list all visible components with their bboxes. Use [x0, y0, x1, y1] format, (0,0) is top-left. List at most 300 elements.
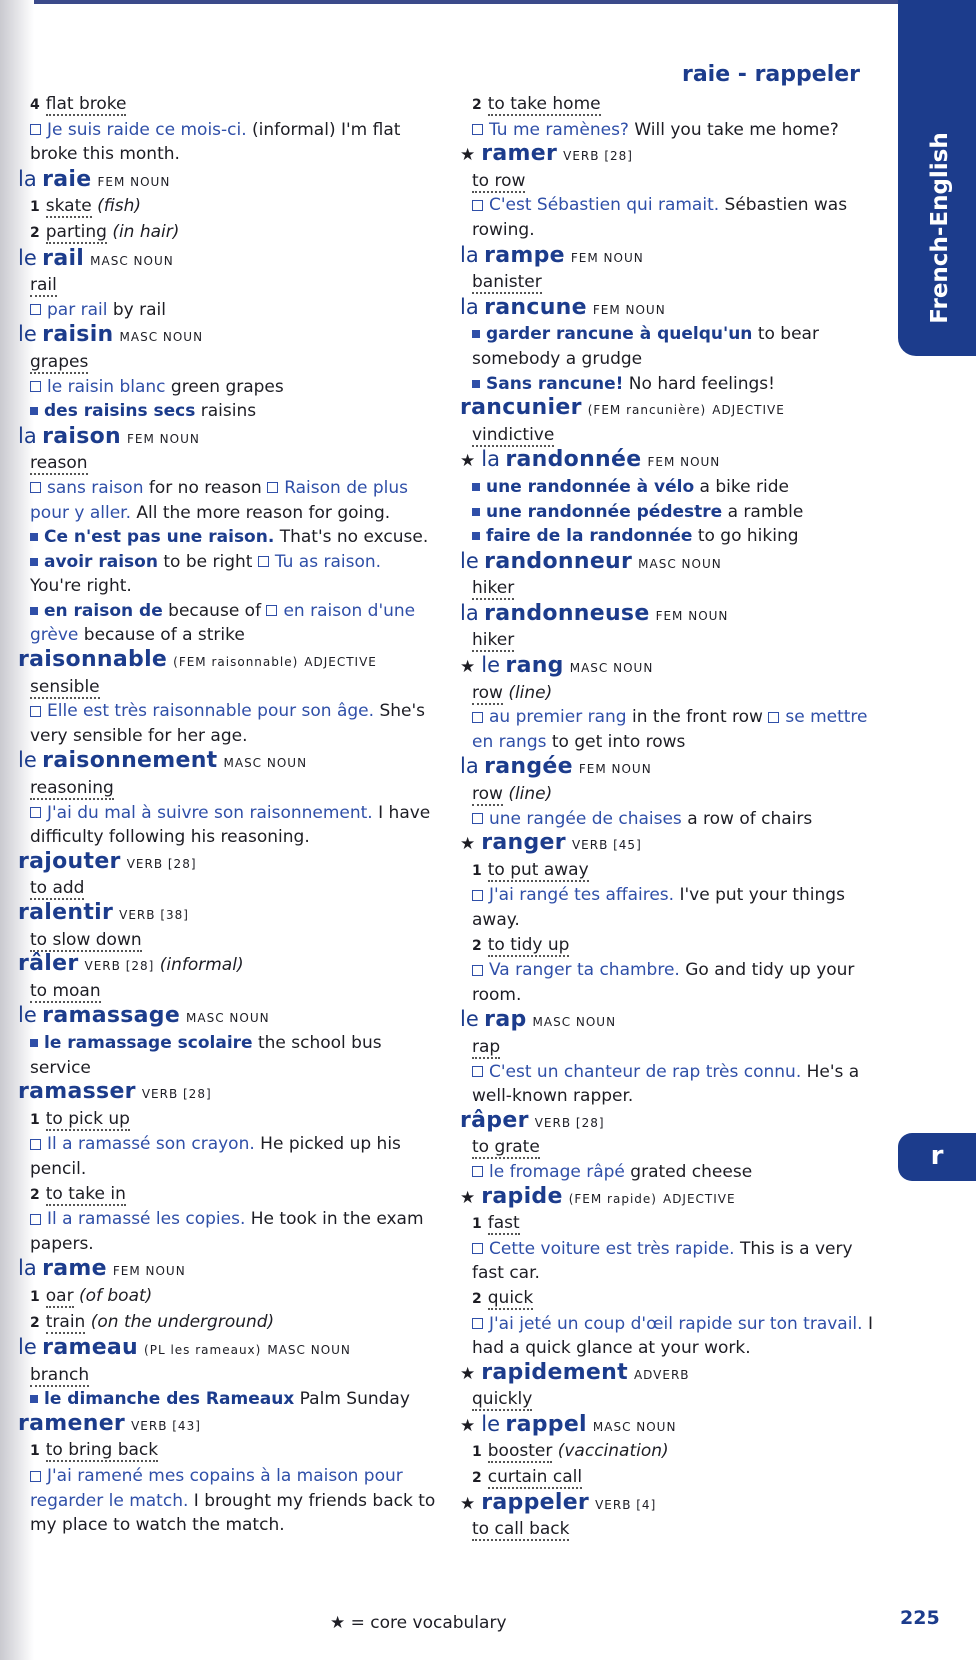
french-phrase: faire de la randonnée: [486, 526, 693, 547]
sense-number: 1: [472, 1444, 482, 1461]
dictionary-entry: [460, 447, 878, 548]
part-of-speech: VERB [28]: [141, 1087, 212, 1102]
headword-line: [18, 167, 436, 195]
translation-line: [460, 1211, 878, 1237]
translation-line: [18, 92, 436, 118]
translation: vindictive: [472, 424, 555, 445]
example-box-icon: [472, 712, 483, 723]
example-box-icon: [472, 1243, 483, 1254]
headword: râler: [18, 951, 79, 977]
usage-note: (vaccination): [557, 1441, 669, 1462]
headword: rameau: [42, 1335, 139, 1361]
sense-number: 2: [30, 1186, 40, 1203]
example-line: [460, 958, 878, 1007]
dictionary-entry: [460, 92, 878, 142]
example-line: [18, 476, 436, 525]
example-line: [460, 193, 878, 242]
article: la: [460, 600, 479, 625]
translation-line: [460, 782, 878, 807]
headword: ramener: [18, 1410, 126, 1436]
example-box-icon: [472, 124, 483, 135]
translation: row: [472, 682, 503, 703]
french-example: le raisin blanc: [47, 376, 166, 397]
example-line: [460, 1160, 878, 1185]
french-example: Elle est très raisonnable pour son âge.: [47, 701, 375, 722]
part-of-speech: VERB [4]: [595, 1497, 657, 1512]
french-phrase: des raisins secs: [44, 401, 196, 422]
example-box-icon: [472, 200, 483, 211]
example-box-icon: [30, 381, 41, 392]
example-box-icon: [267, 482, 278, 493]
translation-line: [18, 1182, 436, 1208]
headword-line: [18, 424, 436, 452]
english-translation: I had a quick glance at your work.: [472, 1313, 873, 1359]
english-translation: That's no excuse.: [274, 527, 429, 548]
headword: rap: [484, 1007, 527, 1033]
dictionary-entry: [460, 601, 878, 653]
english-translation: Sébastien was rowing.: [472, 195, 848, 240]
left-column: [18, 92, 436, 1538]
headword-line: [18, 850, 436, 877]
headword: ramer: [481, 141, 558, 167]
example-box-icon: [258, 556, 269, 567]
phrase-line: [460, 524, 878, 549]
right-column: [460, 92, 878, 1542]
translation: to grate: [472, 1137, 540, 1158]
french-phrase: en raison de: [44, 600, 163, 621]
english-translation: Palm Sunday: [294, 1389, 410, 1410]
dictionary-entry: [18, 952, 436, 1003]
headword: râper: [460, 1107, 529, 1133]
example-box-icon: [472, 813, 483, 824]
dictionary-entry: [18, 1256, 436, 1335]
example-box-icon: [30, 1471, 41, 1482]
article: le: [18, 245, 37, 270]
core-vocab-star-icon: ★: [460, 451, 476, 472]
headword-line: [460, 653, 878, 681]
translation-line: [460, 1286, 878, 1312]
part-of-speech: VERB [28]: [84, 959, 155, 974]
part-of-speech: VERB [28]: [534, 1115, 605, 1130]
example-box-icon: [30, 482, 41, 493]
translation: hiker: [472, 578, 515, 599]
english-translation: He took in the exam papers.: [30, 1209, 424, 1254]
example-box-icon: [30, 304, 41, 315]
headword: ralentir: [18, 900, 114, 925]
headword: ramasser: [18, 1079, 136, 1105]
part-of-speech: MASC NOUN: [532, 1015, 617, 1030]
dictionary-entry: [18, 648, 436, 748]
french-phrase: une randonnée à vélo: [486, 476, 695, 497]
article: la: [460, 754, 479, 779]
english-translation: for no reason: [143, 477, 268, 498]
headword: raisin: [42, 322, 114, 348]
french-phrase: le dimanche des Rameaux: [44, 1389, 295, 1410]
example-line: [18, 1464, 436, 1538]
headword-line: [18, 901, 436, 928]
headword: rampe: [484, 242, 565, 268]
dictionary-entry: [460, 1412, 878, 1491]
translation-line: [460, 576, 878, 601]
translation: rail: [30, 275, 57, 296]
dictionary-entry: [460, 549, 878, 601]
phrase-line: [460, 372, 878, 397]
french-example: en raison d'une grève: [30, 600, 416, 646]
phrase-square-icon: [30, 607, 38, 615]
headword-line: [18, 246, 436, 274]
core-vocab-star-icon: ★: [460, 1415, 476, 1436]
part-of-speech: VERB [43]: [131, 1418, 201, 1433]
english-translation: I brought my friends back to my place to watch the match.: [30, 1490, 436, 1536]
dictionary-entry: [460, 1491, 878, 1542]
translation-line: [18, 928, 436, 953]
core-vocab-star-icon: ★: [460, 1493, 476, 1514]
sense-number: 2: [472, 1290, 482, 1307]
headword: randonnée: [505, 447, 642, 473]
headword: rangée: [484, 754, 573, 780]
headword-line: [18, 322, 436, 350]
headword-line: [460, 142, 878, 169]
phrase-square-icon: [30, 558, 38, 566]
example-box-icon: [472, 1318, 483, 1329]
example-box-icon: [30, 124, 41, 135]
english-translation: (informal) I'm flat broke this month.: [30, 119, 401, 165]
translation: reasoning: [30, 778, 114, 799]
example-line: [18, 801, 436, 850]
translation-line: [460, 1465, 878, 1491]
french-phrase: une randonnée pédestre: [486, 501, 723, 522]
sense-number: 2: [472, 937, 482, 954]
phrase-line: [460, 322, 878, 371]
french-example: Cette voiture est très rapide.: [489, 1238, 735, 1259]
english-translation: a bike ride: [694, 476, 789, 497]
headword-line: [18, 1412, 436, 1439]
dictionary-entry: [460, 1109, 878, 1185]
article: le: [18, 748, 37, 773]
translation-line: [18, 194, 436, 220]
phrase-line: [18, 1387, 436, 1412]
french-phrase: avoir raison: [44, 551, 158, 572]
headword-line: [460, 601, 878, 629]
headword-line: [18, 1003, 436, 1031]
sense-number: 1: [30, 1111, 40, 1128]
dictionary-entry: [18, 167, 436, 246]
example-line: [460, 1060, 878, 1109]
part-of-speech: FEM NOUN: [592, 302, 666, 317]
headword: rappeler: [481, 1489, 590, 1515]
core-vocab-star-icon: ★: [460, 145, 476, 166]
translation: quick: [487, 1287, 534, 1308]
translation-line: [18, 1310, 436, 1336]
page-number: 225: [900, 1607, 940, 1629]
french-example: J'ai ramené mes copains à la maison pour regarder le match.: [30, 1466, 403, 1511]
article: la: [460, 294, 479, 319]
example-line: [460, 1312, 878, 1361]
translation: hiker: [472, 630, 515, 651]
headword-line: [460, 1109, 878, 1136]
english-translation: the school bus service: [30, 1032, 382, 1078]
phrase-line: [18, 599, 436, 648]
headword-line: [460, 243, 878, 271]
phrase-line: [18, 399, 436, 424]
dictionary-entry: [18, 901, 436, 952]
phrase-square-icon: [472, 508, 480, 516]
translation: banister: [472, 272, 542, 293]
headword: rancune: [484, 294, 587, 320]
part-of-speech: MASC NOUN: [267, 1343, 351, 1358]
dictionary-entry: [460, 754, 878, 831]
translation: grapes: [30, 351, 89, 372]
article: le: [18, 1003, 37, 1028]
translation: curtain call: [487, 1467, 583, 1488]
french-phrase: Ce n'est pas une raison.: [44, 527, 275, 548]
english-translation: She's very sensible for her age.: [30, 701, 426, 746]
english-translation: to be right: [157, 551, 258, 572]
headword-line: [460, 1185, 878, 1212]
part-of-speech: FEM NOUN: [127, 431, 200, 446]
english-translation: a row of chairs: [681, 808, 813, 829]
part-of-speech: ADJECTIVE: [712, 403, 785, 418]
part-of-speech: MASC NOUN: [119, 330, 204, 345]
headword-line: [18, 1080, 436, 1107]
usage-note: (on the underground): [90, 1311, 275, 1332]
example-box-icon: [472, 890, 483, 901]
english-translation: No hard feelings!: [623, 373, 775, 394]
part-of-speech: FEM NOUN: [647, 455, 721, 470]
translation-line: [18, 979, 436, 1004]
part-of-speech: MASC NOUN: [569, 661, 654, 676]
headword: rancunier: [460, 395, 582, 421]
dictionary-entry: [18, 1335, 436, 1412]
headword-line: [18, 648, 436, 675]
translation-line: [460, 423, 878, 448]
example-box-icon: [30, 706, 41, 717]
translation: sensible: [30, 676, 100, 697]
sense-number: 1: [30, 1288, 40, 1305]
plural-form: (PL les rameaux): [144, 1343, 262, 1358]
french-example: au premier rang: [489, 707, 627, 728]
translation-line: [460, 169, 878, 194]
headword: rajouter: [18, 848, 121, 874]
translation-line: [18, 273, 436, 298]
headword: ramassage: [42, 1003, 181, 1029]
english-translation: a ramble: [722, 501, 804, 522]
dictionary-entry: [460, 1185, 878, 1361]
part-of-speech: VERB [28]: [126, 856, 197, 871]
headword-line: [460, 1491, 878, 1518]
headword: rapide: [481, 1183, 563, 1209]
headword: rame: [42, 1256, 107, 1282]
page-header: raie - rappeler: [681, 62, 860, 87]
sense-number: 2: [30, 224, 40, 241]
french-example: Il a ramassé son crayon.: [47, 1134, 255, 1155]
usage-note: (line): [508, 784, 553, 805]
dictionary-entry: [460, 831, 878, 1007]
part-of-speech: ADVERB: [633, 1367, 690, 1382]
translation-line: [460, 270, 878, 295]
thumb-index-label: French-English: [927, 132, 953, 324]
dictionary-entry: [18, 92, 436, 167]
translation: to put away: [487, 859, 589, 880]
translation: booster: [487, 1441, 553, 1462]
headword-line: [18, 748, 436, 776]
sense-number: 2: [30, 1314, 40, 1331]
french-example: une rangée de chaises: [489, 808, 682, 829]
part-of-speech: FEM NOUN: [97, 174, 171, 189]
english-translation: grated cheese: [624, 1161, 753, 1182]
article: la: [18, 1256, 37, 1281]
headword-line: [18, 1335, 436, 1363]
dictionary-entry: [18, 850, 436, 901]
phrase-square-icon: [30, 1039, 38, 1047]
feminine-form: (FEM rancunière): [587, 403, 707, 418]
part-of-speech: ADJECTIVE: [662, 1191, 736, 1206]
english-translation: to get into rows: [546, 731, 686, 752]
core-vocab-star-icon: ★: [460, 1187, 476, 1208]
english-translation: raisins: [195, 401, 257, 422]
translation: to pick up: [45, 1108, 130, 1129]
part-of-speech: FEM NOUN: [655, 608, 729, 623]
french-example: Il a ramassé les copies.: [47, 1209, 246, 1230]
example-box-icon: [30, 1214, 41, 1225]
english-translation: Will you take me home?: [628, 119, 839, 140]
top-edge-bar: [0, 0, 976, 4]
translation-line: [18, 876, 436, 901]
french-example: sans raison: [47, 477, 144, 498]
translation-line: [460, 1135, 878, 1160]
french-phrase: garder rancune à quelqu'un: [486, 324, 753, 345]
part-of-speech: MASC NOUN: [223, 756, 308, 771]
translation: to take in: [45, 1183, 126, 1204]
translation: rap: [472, 1036, 501, 1057]
translation: to call back: [472, 1519, 570, 1540]
french-example: J'ai du mal à suivre son raisonnement.: [47, 802, 373, 823]
translation: fast: [487, 1213, 520, 1234]
phrase-square-icon: [472, 532, 480, 540]
sense-number: 1: [30, 1443, 40, 1460]
english-translation: He picked up his pencil.: [30, 1134, 401, 1179]
headword: rappel: [505, 1411, 587, 1437]
headword: raisonnable: [18, 647, 168, 673]
part-of-speech: MASC NOUN: [90, 253, 174, 268]
core-vocab-star-icon: ★: [460, 1363, 476, 1384]
headword: randonneuse: [484, 600, 650, 626]
letter-index-tab: r: [898, 1133, 976, 1181]
example-box-icon: [472, 1066, 483, 1077]
french-example: Raison de plus pour y aller.: [30, 477, 409, 523]
translation: to bring back: [45, 1440, 159, 1461]
example-box-icon: [472, 1166, 483, 1177]
example-line: [460, 883, 878, 932]
sense-number: 1: [30, 199, 40, 216]
french-example: Tu me ramènes?: [489, 119, 629, 140]
french-example: J'ai jeté un coup d'œil rapide sur ton travail.: [489, 1313, 863, 1334]
english-translation: I have difficulty following his reasoning.: [30, 802, 431, 848]
english-translation: in the front row: [626, 707, 769, 728]
part-of-speech: VERB [45]: [571, 838, 642, 853]
sense-number: 4: [30, 97, 40, 113]
english-translation: All the more reason for going.: [130, 502, 391, 523]
part-of-speech: FEM NOUN: [578, 762, 652, 777]
translation-line: [460, 858, 878, 884]
french-example: se mettre en rangs: [472, 707, 868, 752]
translation: to add: [30, 878, 85, 899]
phrase-square-icon: [472, 330, 480, 338]
translation: oar: [45, 1285, 74, 1306]
register-note: (informal): [154, 955, 244, 976]
sense-number: 1: [472, 862, 482, 879]
article: le: [18, 1335, 37, 1360]
headword-line: [460, 295, 878, 323]
english-translation: because of a strike: [78, 625, 245, 646]
translation-line: [460, 933, 878, 959]
example-box-icon: [30, 1139, 41, 1150]
article: la: [481, 447, 500, 472]
translation: row: [472, 784, 503, 805]
translation-line: [460, 1517, 878, 1542]
translation-line: [460, 1035, 878, 1060]
feminine-form: (FEM rapide): [568, 1191, 657, 1206]
translation-line: [18, 350, 436, 375]
translation-line: [460, 92, 878, 118]
phrase-square-icon: [472, 380, 480, 388]
dictionary-entry: [18, 1412, 436, 1538]
example-line: [18, 699, 436, 748]
headword: raie: [42, 166, 92, 192]
english-translation: You're right.: [30, 576, 132, 597]
dictionary-entry: [460, 1361, 878, 1412]
english-translation: He's a well-known rapper.: [472, 1061, 860, 1107]
article: le: [481, 653, 501, 678]
english-translation: to bear somebody a grudge: [472, 324, 819, 369]
headword: raison: [42, 423, 122, 449]
core-vocab-star-icon: ★: [460, 657, 476, 678]
sense-number: 1: [472, 1216, 482, 1233]
dictionary-entry: [18, 748, 436, 849]
example-line: [18, 375, 436, 400]
translation: flat broke: [45, 94, 127, 114]
phrase-line: [460, 475, 878, 500]
example-line: [18, 298, 436, 323]
example-line: [460, 807, 878, 832]
article: la: [18, 423, 37, 448]
translation-line: [18, 776, 436, 801]
headword-line: [460, 447, 878, 475]
french-example: C'est Sébastien qui ramait.: [489, 195, 720, 216]
translation: to row: [472, 170, 526, 191]
phrase-line: [460, 500, 878, 525]
english-translation: by rail: [107, 299, 166, 320]
usage-note: (in hair): [112, 221, 180, 242]
french-example: par rail: [47, 299, 108, 320]
translation: to moan: [30, 980, 101, 1001]
headword-line: [460, 831, 878, 858]
english-translation: to go hiking: [692, 526, 799, 547]
article: le: [481, 1411, 501, 1436]
headword-line: [18, 952, 436, 979]
headword: rapidement: [481, 1359, 628, 1385]
example-box-icon: [30, 807, 41, 818]
usage-note: (of boat): [78, 1285, 153, 1306]
phrase-square-icon: [30, 1395, 38, 1403]
dictionary-entry: [460, 396, 878, 447]
headword-line: [460, 1007, 878, 1035]
french-example: C'est un chanteur de rap très connu.: [489, 1061, 802, 1082]
sense-number: 2: [472, 97, 482, 113]
article: le: [18, 322, 37, 347]
translation-line: [18, 220, 436, 246]
translation: to slow down: [30, 929, 142, 950]
